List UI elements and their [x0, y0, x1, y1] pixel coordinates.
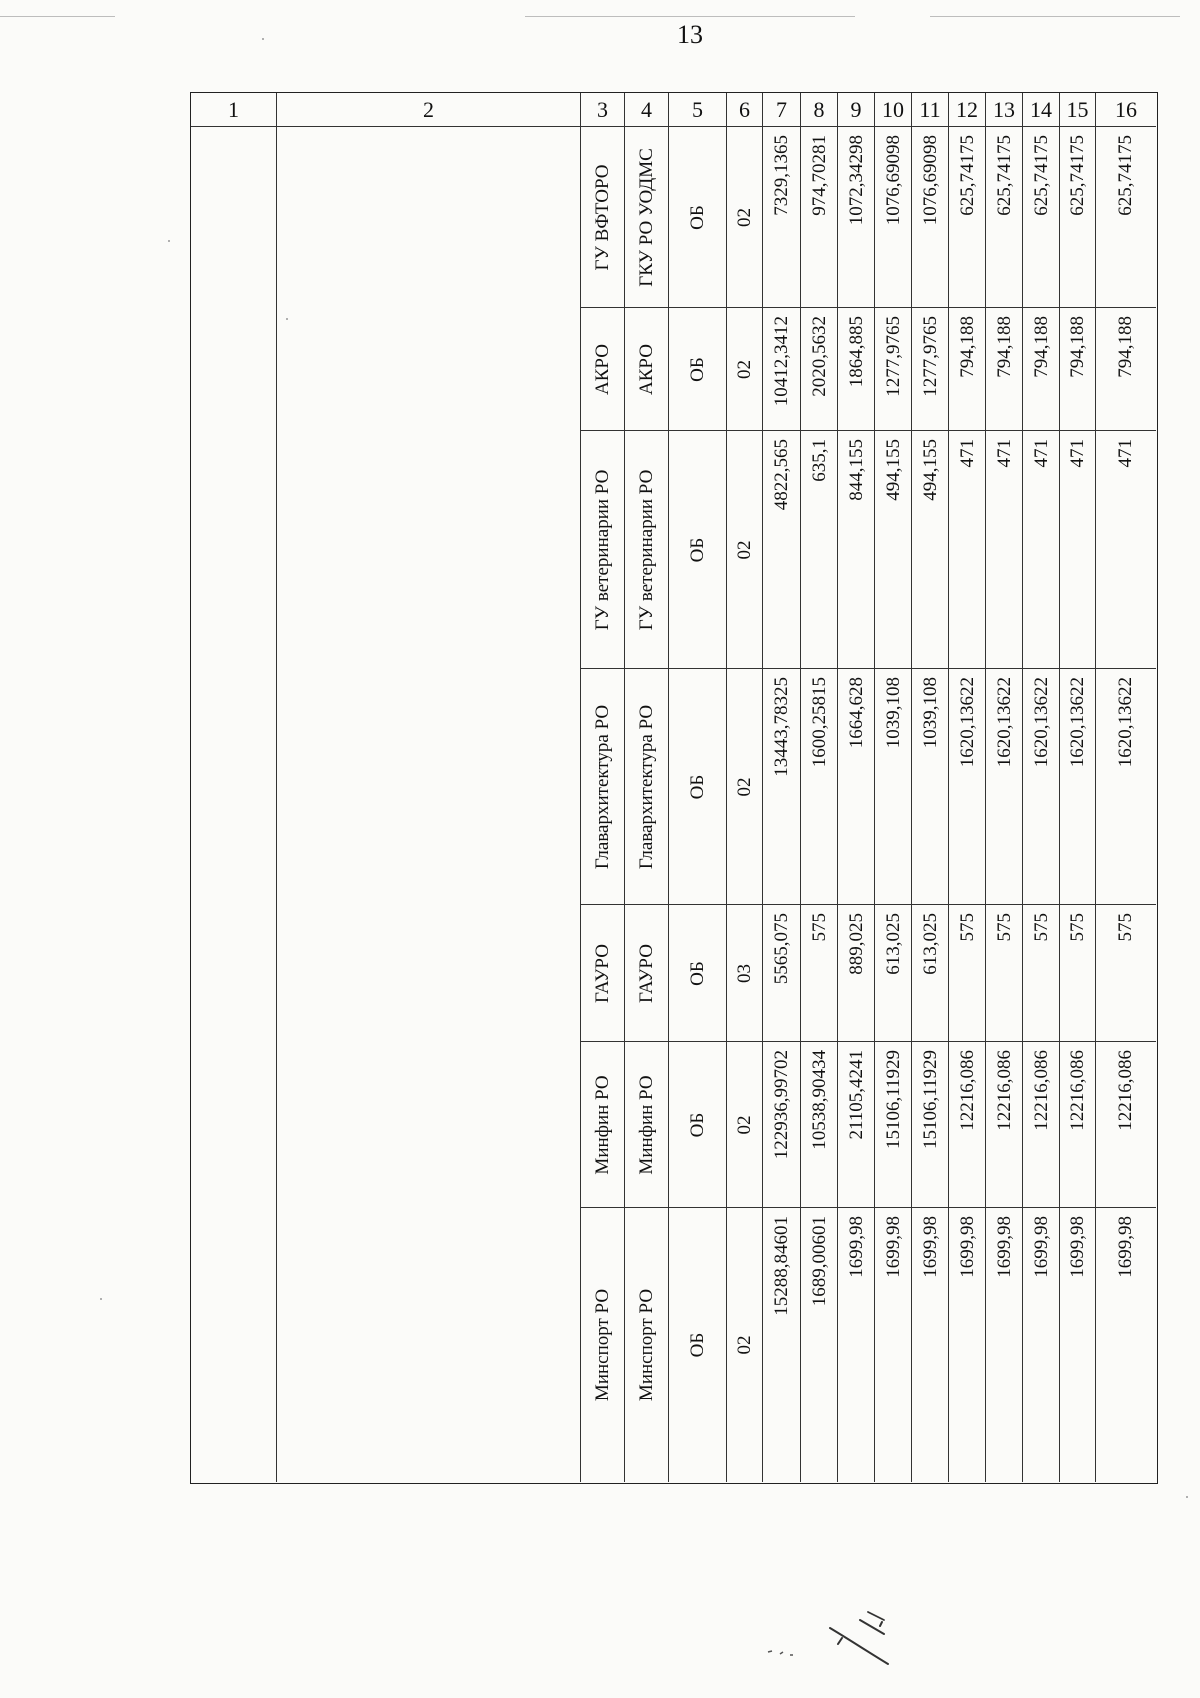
- value-text-col-8: 575: [808, 913, 830, 942]
- column-number-label: 3: [597, 96, 608, 122]
- value-cell-col-16: [1096, 1208, 1156, 1482]
- value-cell-col-12: [949, 1208, 986, 1482]
- value-cell-col-9: [838, 308, 875, 431]
- value-cell-col-15: [1060, 1042, 1096, 1208]
- code-text: 02: [734, 1335, 755, 1355]
- budget-cell: [669, 905, 727, 1042]
- value-text-col-12: 794,188: [956, 316, 978, 378]
- budget-cell: [669, 1208, 727, 1482]
- value-text-col-7: 7329,1365: [771, 135, 792, 216]
- executor-text: Минспорт РО: [636, 1288, 657, 1402]
- column-number-header: [763, 93, 801, 127]
- administrator-cell: [581, 1042, 625, 1208]
- code-text: 02: [734, 1115, 755, 1135]
- value-cell-col-8: [801, 308, 838, 431]
- scan-speck: [100, 1298, 102, 1300]
- column-number-header: [949, 93, 986, 127]
- administrator-cell: [581, 669, 625, 905]
- column-number-label: 9: [850, 96, 862, 122]
- value-text-col-11: 1039,108: [919, 677, 941, 749]
- column-number-header: [625, 93, 669, 127]
- executor-cell: [625, 669, 669, 905]
- value-text-col-10: 1039,108: [882, 677, 904, 749]
- value-cell-col-13: [986, 905, 1023, 1042]
- value-text-col-9: 1072,34298: [845, 135, 867, 226]
- scan-speck: [1186, 1496, 1188, 1498]
- value-cell-col-14: [1023, 669, 1060, 905]
- value-text-col-10: 15106,11929: [882, 1050, 904, 1150]
- column-number-header: [277, 93, 581, 127]
- value-cell-col-13: [986, 127, 1023, 308]
- value-text-col-16: 625,74175: [1115, 135, 1136, 216]
- executor-text: ГКУ РО УОДМС: [636, 148, 657, 287]
- budget-cell: [669, 127, 727, 308]
- value-text-col-10: 1076,69098: [882, 135, 904, 226]
- column-number-label: 13: [993, 96, 1015, 122]
- value-cell-col-10: [875, 905, 912, 1042]
- value-text-col-11: 494,155: [919, 439, 941, 501]
- executor-cell: [625, 431, 669, 669]
- value-text-col-8: 1600,25815: [808, 677, 830, 768]
- value-text-col-8: 10538,90434: [808, 1050, 830, 1150]
- column-1-merged-cell: [191, 127, 277, 1482]
- administrator-cell: [581, 127, 625, 308]
- value-text-col-9: 1864,885: [845, 316, 867, 388]
- value-cell-col-12: [949, 1042, 986, 1208]
- scan-speck: [168, 240, 170, 242]
- signature-scribble: [760, 1600, 940, 1670]
- value-cell-col-8: [801, 431, 838, 669]
- value-cell-col-14: [1023, 905, 1060, 1042]
- value-text-col-14: 575: [1030, 913, 1052, 942]
- administrator-cell: [581, 1208, 625, 1482]
- value-text-col-11: 1076,69098: [919, 135, 941, 226]
- value-cell-col-9: [838, 1042, 875, 1208]
- value-cell-col-8: [801, 127, 838, 308]
- executor-text: ГУ ветеринарии РО: [636, 469, 657, 631]
- value-cell-col-10: [875, 431, 912, 669]
- code-text: 03: [734, 964, 755, 983]
- value-cell-col-7: [763, 431, 801, 669]
- value-text-col-12: 471: [956, 439, 978, 468]
- value-cell-col-13: [986, 1208, 1023, 1482]
- value-cell-col-15: [1060, 308, 1096, 431]
- value-cell-col-10: [875, 669, 912, 905]
- value-text-col-14: 471: [1030, 439, 1052, 468]
- column-number-label: 10: [882, 96, 904, 122]
- value-text-col-7: 10412,3412: [771, 316, 792, 407]
- value-cell-col-7: [763, 1208, 801, 1482]
- value-cell-col-13: [986, 669, 1023, 905]
- value-cell-col-7: [763, 127, 801, 308]
- value-cell-col-8: [801, 1042, 838, 1208]
- value-text-col-7: 5565,075: [771, 913, 792, 985]
- value-text-col-9: 1699,98: [845, 1216, 867, 1278]
- column-number-label: 6: [739, 96, 750, 122]
- column-number-header: [838, 93, 875, 127]
- value-cell-col-8: [801, 905, 838, 1042]
- value-text-col-8: 635,1: [808, 439, 830, 482]
- administrator-text: ГАУРО: [592, 944, 613, 1003]
- column-number-label: 4: [641, 96, 652, 122]
- code-cell: [727, 1208, 763, 1482]
- administrator-text: АКРО: [592, 344, 613, 395]
- value-text-col-11: 613,025: [919, 913, 941, 975]
- code-text: 02: [734, 208, 755, 227]
- value-cell-col-7: [763, 308, 801, 431]
- code-cell: [727, 905, 763, 1042]
- value-text-col-12: 1620,13622: [956, 677, 978, 768]
- value-cell-col-14: [1023, 127, 1060, 308]
- administrator-text: Минспорт РО: [592, 1288, 613, 1402]
- value-cell-col-10: [875, 308, 912, 431]
- value-cell-col-12: [949, 431, 986, 669]
- scan-artifact-top-right: [930, 16, 1180, 17]
- column-number-label: 15: [1066, 96, 1089, 122]
- administrator-cell: [581, 431, 625, 669]
- value-cell-col-13: [986, 308, 1023, 431]
- executor-text: Главархитектура РО: [636, 704, 657, 870]
- code-text: 02: [734, 540, 755, 560]
- column-number-label: 8: [813, 96, 825, 122]
- column-number-header: [669, 93, 727, 127]
- column-number-header: [191, 93, 277, 127]
- value-cell-col-10: [875, 1042, 912, 1208]
- value-text-col-10: 1699,98: [882, 1216, 904, 1278]
- value-text-col-9: 1664,628: [845, 677, 867, 749]
- column-number-label: 7: [776, 96, 787, 122]
- value-cell-col-11: [912, 1208, 949, 1482]
- value-cell-col-12: [949, 905, 986, 1042]
- value-text-col-8: 1689,00601: [808, 1216, 830, 1307]
- value-text-col-7: 122936,99702: [771, 1050, 792, 1160]
- value-text-col-15: 575: [1067, 913, 1088, 942]
- value-cell-col-14: [1023, 431, 1060, 669]
- budget-cell: [669, 308, 727, 431]
- value-text-col-14: 1699,98: [1030, 1216, 1052, 1278]
- budget-cell: [669, 1042, 727, 1208]
- value-text-col-11: 1277,9765: [919, 316, 941, 397]
- executor-text: ГАУРО: [636, 944, 657, 1003]
- column-number-header: [727, 93, 763, 127]
- column-number-label: 5: [692, 96, 703, 122]
- value-cell-col-7: [763, 1042, 801, 1208]
- value-cell-col-9: [838, 127, 875, 308]
- column-number-header: [875, 93, 912, 127]
- code-cell: [727, 431, 763, 669]
- administrator-cell: [581, 905, 625, 1042]
- value-text-col-14: 625,74175: [1030, 135, 1052, 216]
- value-cell-col-8: [801, 1208, 838, 1482]
- budget-text: ОБ: [687, 774, 708, 800]
- scan-artifact-top-left: [0, 16, 115, 17]
- value-cell-col-15: [1060, 431, 1096, 669]
- executor-text: Минфин РО: [636, 1075, 657, 1175]
- column-number-label: 1: [228, 96, 239, 122]
- value-text-col-9: 844,155: [845, 439, 867, 501]
- budget-text: ОБ: [687, 1112, 708, 1138]
- value-cell-col-11: [912, 905, 949, 1042]
- column-number-header: [912, 93, 949, 127]
- value-text-col-14: 1620,13622: [1030, 677, 1052, 768]
- column-number-label: 11: [919, 96, 941, 122]
- value-cell-col-9: [838, 669, 875, 905]
- value-text-col-16: 575: [1115, 913, 1136, 942]
- code-cell: [727, 669, 763, 905]
- column-number-header: [1023, 93, 1060, 127]
- value-text-col-9: 21105,4241: [845, 1050, 867, 1140]
- value-cell-col-13: [986, 431, 1023, 669]
- value-text-col-13: 625,74175: [993, 135, 1015, 216]
- executor-cell: [625, 1042, 669, 1208]
- value-cell-col-7: [763, 905, 801, 1042]
- budget-text: ОБ: [687, 961, 708, 986]
- value-cell-col-14: [1023, 1042, 1060, 1208]
- value-cell-col-11: [912, 669, 949, 905]
- value-text-col-13: 794,188: [993, 316, 1015, 378]
- value-cell-col-16: [1096, 669, 1156, 905]
- page-number: 13: [677, 20, 703, 49]
- column-2-merged-cell: [277, 127, 581, 1482]
- budget-text: ОБ: [687, 357, 708, 382]
- value-text-col-7: 13443,78325: [771, 677, 792, 777]
- column-number-header: [1096, 93, 1156, 127]
- value-cell-col-15: [1060, 905, 1096, 1042]
- value-cell-col-9: [838, 905, 875, 1042]
- column-number-label: 2: [423, 96, 434, 122]
- value-text-col-10: 613,025: [882, 913, 904, 975]
- administrator-text: Главархитектура РО: [592, 704, 613, 870]
- budget-text: ОБ: [687, 205, 708, 230]
- value-cell-col-15: [1060, 669, 1096, 905]
- value-cell-col-11: [912, 1042, 949, 1208]
- value-text-col-12: 625,74175: [956, 135, 978, 216]
- value-cell-col-9: [838, 431, 875, 669]
- value-text-col-16: 12216,086: [1115, 1050, 1136, 1131]
- value-cell-col-13: [986, 1042, 1023, 1208]
- scan-speck: [262, 38, 264, 40]
- value-cell-col-12: [949, 669, 986, 905]
- value-cell-col-8: [801, 669, 838, 905]
- column-number-label: 16: [1115, 96, 1137, 122]
- executor-cell: [625, 905, 669, 1042]
- column-number-header: [986, 93, 1023, 127]
- value-text-col-7: 4822,565: [771, 439, 792, 511]
- value-text-col-11: 1699,98: [919, 1216, 941, 1278]
- value-text-col-8: 974,70281: [808, 135, 830, 216]
- value-text-col-15: 471: [1067, 439, 1088, 468]
- budget-cell: [669, 431, 727, 669]
- value-text-col-7: 15288,84601: [771, 1216, 792, 1316]
- value-text-col-15: 1620,13622: [1067, 677, 1088, 768]
- executor-cell: [625, 127, 669, 308]
- value-text-col-16: 1620,13622: [1115, 677, 1136, 768]
- column-number-header: [1060, 93, 1096, 127]
- value-cell-col-10: [875, 127, 912, 308]
- value-text-col-10: 494,155: [882, 439, 904, 501]
- value-cell-col-11: [912, 308, 949, 431]
- value-text-col-10: 1277,9765: [882, 316, 904, 397]
- value-text-col-14: 12216,086: [1030, 1050, 1052, 1131]
- code-text: 02: [734, 777, 755, 797]
- value-cell-col-16: [1096, 1042, 1156, 1208]
- value-text-col-13: 471: [993, 439, 1015, 468]
- value-text-col-12: 12216,086: [956, 1050, 978, 1131]
- value-cell-col-15: [1060, 1208, 1096, 1482]
- value-text-col-13: 1620,13622: [993, 677, 1015, 768]
- value-text-col-13: 1699,98: [993, 1216, 1015, 1278]
- value-text-col-12: 1699,98: [956, 1216, 978, 1278]
- value-cell-col-16: [1096, 308, 1156, 431]
- budget-cell: [669, 669, 727, 905]
- code-cell: [727, 308, 763, 431]
- value-text-col-11: 15106,11929: [919, 1050, 941, 1150]
- value-cell-col-10: [875, 1208, 912, 1482]
- value-text-col-15: 1699,98: [1067, 1216, 1088, 1278]
- value-text-col-14: 794,188: [1030, 316, 1052, 378]
- budget-table: [190, 92, 1158, 1484]
- budget-text: ОБ: [687, 1332, 708, 1358]
- administrator-text: ГУ ветеринарии РО: [592, 469, 613, 631]
- column-number-label: 14: [1030, 96, 1052, 122]
- administrator-cell: [581, 308, 625, 431]
- value-text-col-15: 12216,086: [1067, 1050, 1088, 1131]
- column-number-header: [801, 93, 838, 127]
- scan-artifact-top-middle: [525, 16, 855, 17]
- value-text-col-8: 2020,5632: [808, 316, 830, 397]
- value-cell-col-11: [912, 431, 949, 669]
- value-cell-col-9: [838, 1208, 875, 1482]
- value-cell-col-14: [1023, 1208, 1060, 1482]
- code-text: 02: [734, 360, 755, 379]
- value-text-col-15: 794,188: [1067, 316, 1088, 378]
- value-text-col-12: 575: [956, 913, 978, 942]
- value-text-col-16: 471: [1115, 439, 1136, 468]
- column-number-header: [581, 93, 625, 127]
- value-text-col-16: 1699,98: [1115, 1216, 1136, 1278]
- administrator-text: ГУ ВФТОРО: [592, 164, 613, 271]
- value-cell-col-16: [1096, 127, 1156, 308]
- code-cell: [727, 1042, 763, 1208]
- value-text-col-16: 794,188: [1115, 316, 1136, 378]
- value-cell-col-7: [763, 669, 801, 905]
- value-text-col-15: 625,74175: [1067, 135, 1088, 216]
- value-text-col-13: 12216,086: [993, 1050, 1015, 1131]
- code-cell: [727, 127, 763, 308]
- budget-text: ОБ: [687, 537, 708, 563]
- executor-cell: [625, 1208, 669, 1482]
- value-cell-col-14: [1023, 308, 1060, 431]
- value-text-col-13: 575: [993, 913, 1015, 942]
- column-number-label: 12: [956, 96, 978, 122]
- value-cell-col-12: [949, 308, 986, 431]
- value-cell-col-16: [1096, 905, 1156, 1042]
- value-cell-col-15: [1060, 127, 1096, 308]
- executor-text: АКРО: [636, 344, 657, 395]
- administrator-text: Минфин РО: [592, 1075, 613, 1175]
- value-cell-col-12: [949, 127, 986, 308]
- value-text-col-9: 889,025: [845, 913, 867, 975]
- value-cell-col-16: [1096, 431, 1156, 669]
- executor-cell: [625, 308, 669, 431]
- value-cell-col-11: [912, 127, 949, 308]
